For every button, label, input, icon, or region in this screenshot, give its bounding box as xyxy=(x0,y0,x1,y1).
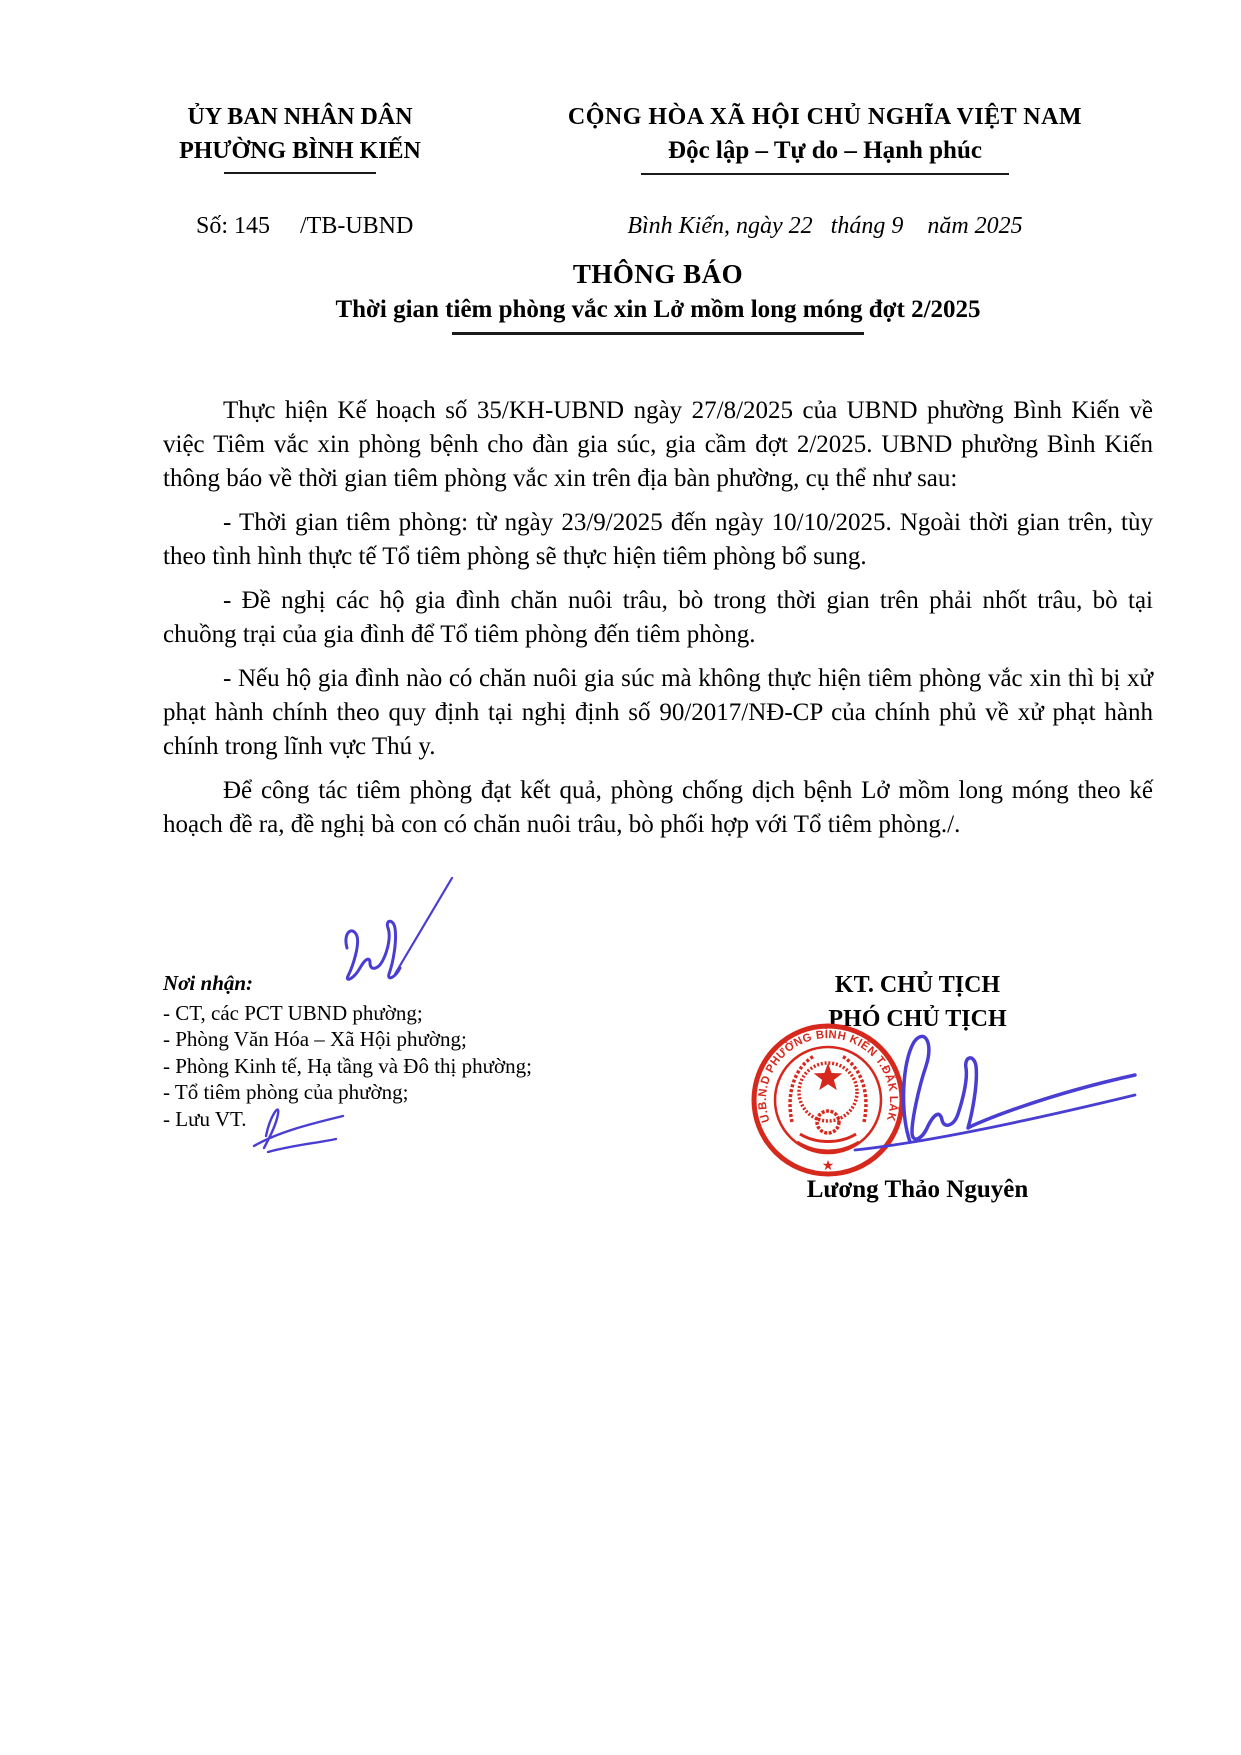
recipient-item: - Phòng Văn Hóa – Xã Hội phường; xyxy=(163,1027,467,1051)
signature-initial xyxy=(335,868,465,988)
title-block xyxy=(163,256,1153,335)
recipients-block xyxy=(163,970,643,1132)
document-title: THÔNG BÁO xyxy=(572,259,744,289)
emblem-star-icon xyxy=(814,1063,843,1090)
recipient-item: - Tổ tiêm phòng của phường; xyxy=(163,1080,409,1104)
paragraph: Để công tác tiêm phòng đạt kết quả, phòng chống dịch bệnh Lở mồm long móng theo kế hoạch đề ra, đề nghị bà con có chăn nuôi trâu, bò phối hợp với Tổ tiêm phòng./. xyxy=(163,777,1153,838)
issuing-authority-header xyxy=(140,100,460,174)
signer-name: Lương Thảo Nguyên xyxy=(806,1176,1029,1203)
signature-heading: KT. CHỦ TỊCH xyxy=(834,972,1001,998)
document-date: Bình Kiến, ngày 22 tháng 9 năm 2025 xyxy=(627,213,1023,239)
stamp-arc-text: U.B.N.D PHƯỜNG BÌNH KIẾN T.ĐẮK LẮK xyxy=(756,1028,900,1124)
paragraph: - Đề nghị các hộ gia đình chăn nuôi trâu, bò trong thời gian trên phải nhốt trâu, bò tại chuồng trại của gia đình để Tổ tiêm phòng đến tiêm phòng. xyxy=(163,587,1153,648)
issuer-line2: PHƯỜNG BÌNH KIẾN xyxy=(179,138,421,164)
signature-role: PHÓ CHỦ TỊCH xyxy=(828,1006,1007,1032)
issuer-underline xyxy=(224,172,376,174)
motto-underline xyxy=(641,173,1009,175)
paragraph: - Nếu hộ gia đình nào có chăn nuôi gia súc mà không thực hiện tiêm phòng vắc xin thì bị xử phạt hành chính theo quy định tại nghị định số 90/2017/NĐ-CP của chính phủ về xử phạt hành chính trong lĩnh vực Thú y. xyxy=(163,665,1153,760)
issuer-line1: ỦY BAN NHÂN DÂN xyxy=(187,104,413,130)
document-number: Số: 145 /TB-UBND xyxy=(196,213,414,239)
national-motto: Độc lập – Tự do – Hạnh phúc xyxy=(668,137,982,164)
recipient-item: - Lưu VT. xyxy=(163,1106,247,1131)
recipient-item: - CT, các PCT UBND phường; xyxy=(163,1000,423,1025)
stamp-bottom-star: ★ xyxy=(821,1159,835,1174)
document-body xyxy=(163,394,1153,852)
paragraph: - Thời gian tiêm phòng: từ ngày 23/9/2025 đến ngày 10/10/2025. Ngoài thời gian trên, tùy theo tình hình thực tế Tổ tiêm phòng sẽ thực hiện tiêm phòng bổ sung. xyxy=(163,509,1153,570)
title-underline xyxy=(452,332,864,335)
signature-clerk xyxy=(248,1098,353,1153)
signature-main xyxy=(850,1032,1140,1157)
recipients-label: Nơi nhận: xyxy=(163,971,254,995)
national-title: CỘNG HÒA XÃ HỘI CHỦ NGHĨA VIỆT NAM xyxy=(567,104,1083,130)
paragraph: Thực hiện Kế hoạch số 35/KH-UBND ngày 27/8/2025 của UBND phường Bình Kiến về việc Tiêm vắc xin phòng bệnh cho đàn gia súc, gia cầm đợt 2/2025. UBND phường Bình Kiến thông báo về thời gian tiêm phòng vắc xin trên địa bàn phường, cụ thể như sau: xyxy=(163,397,1153,492)
national-header xyxy=(521,100,1129,175)
document-subtitle: Thời gian tiêm phòng vắc xin Lở mồm long móng đợt 2/2025 xyxy=(335,296,981,323)
recipient-item: - Phòng Kinh tế, Hạ tầng và Đô thị phường; xyxy=(163,1053,532,1078)
